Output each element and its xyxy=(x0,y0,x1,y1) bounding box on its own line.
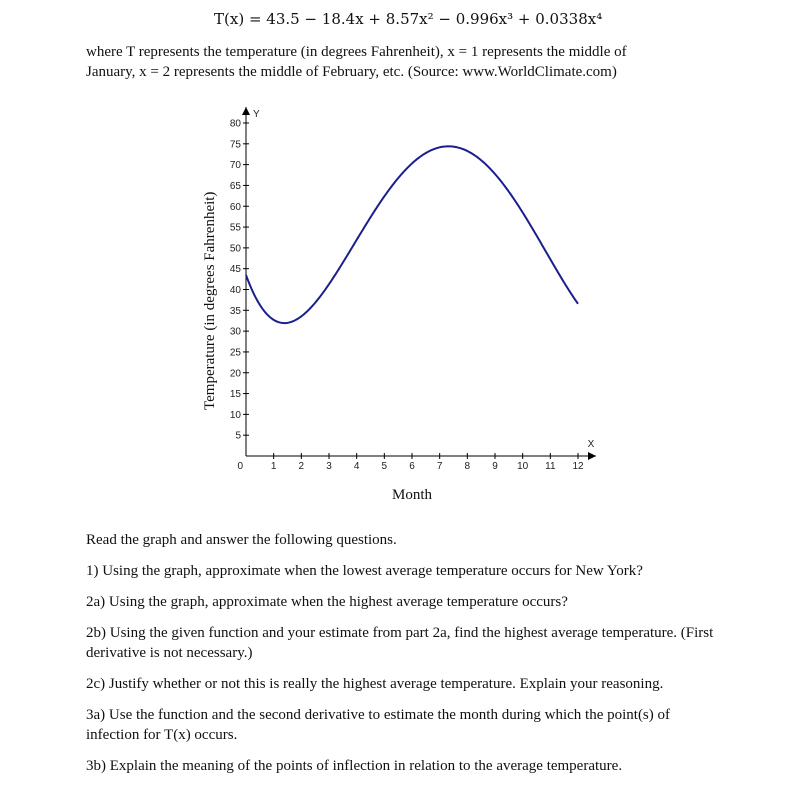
y-tick-label: 45 xyxy=(229,264,241,276)
intro-line-1: where T represents the temperature (in degrees Fahrenheit), x = 1 represents the middle of xyxy=(86,44,627,60)
chart-axes xyxy=(242,107,596,460)
question-1: 1) Using the graph, approximate when the lowest average temperature occurs for New York? xyxy=(86,563,643,579)
x-axis-letter: X xyxy=(587,439,595,450)
questions xyxy=(86,530,726,787)
y-tick-label: 50 xyxy=(229,243,241,255)
chart-ticks xyxy=(230,119,584,473)
y-tick-label: 65 xyxy=(229,180,241,192)
y-tick-label: 80 xyxy=(229,118,241,130)
question-2b: 2b) Using the given function and your estimate from part 2a, find the highest average temperature. (First derivative is not necessary.) xyxy=(86,625,714,661)
y-tick-label: 25 xyxy=(229,347,241,359)
y-tick-label: 35 xyxy=(229,305,241,317)
x-tick-label: 1 xyxy=(270,461,277,472)
x-tick-label: 8 xyxy=(464,461,471,472)
x-tick-label: 12 xyxy=(572,461,584,472)
x-tick-label: 2 xyxy=(298,461,305,472)
y-axis-arrow xyxy=(242,107,250,115)
x-tick-label: 6 xyxy=(409,461,415,472)
x-tick-label: 9 xyxy=(492,461,498,472)
y-tick-label: 15 xyxy=(229,389,241,401)
x-tick-label: 10 xyxy=(517,461,529,472)
y-tick-label: 10 xyxy=(229,409,241,421)
y-tick-label: 60 xyxy=(229,201,241,213)
y-tick-label: 40 xyxy=(229,285,241,296)
y-tick-label: 5 xyxy=(235,430,241,442)
question-3b: 3b) Explain the meaning of the points of inflection in relation to the average temperature. xyxy=(86,758,623,774)
intro-line-2: January, x = 2 represents the middle of February, etc. (Source: www.WorldClimate.com) xyxy=(86,64,617,80)
x-tick-label: 5 xyxy=(381,461,388,472)
y-axis-title: Temperature (in degrees Fahrenheit) xyxy=(202,191,218,410)
x-tick-label: 4 xyxy=(353,461,360,472)
y-tick-label: 75 xyxy=(229,139,241,151)
x-tick-label: 11 xyxy=(545,461,556,472)
question-3a: 3a) Use the function and the second derivative to estimate the month during which the point(s) of infection for T(x) occurs. xyxy=(86,707,671,743)
y-axis-letter: Y xyxy=(253,109,260,120)
formula-rhs: = 43.5 − 18.4x + 8.57x² − 0.996x³ + 0.0338x⁴ xyxy=(248,10,603,28)
question-2a: 2a) Using the graph, approximate when the highest average temperature occurs? xyxy=(86,594,568,610)
temperature-curve xyxy=(246,146,578,323)
x-axis-title: Month xyxy=(391,487,433,503)
x-axis-arrow xyxy=(588,452,596,460)
formula-lhs: T(x) xyxy=(214,10,245,28)
x-tick-label: 3 xyxy=(326,461,332,472)
y-tick-label: 20 xyxy=(229,368,241,380)
y-tick-label: 70 xyxy=(229,160,241,172)
question-2c: 2c) Justify whether or not this is really the highest average temperature. Explain your reasoning. xyxy=(86,676,664,692)
questions-intro: Read the graph and answer the following questions. xyxy=(86,532,397,548)
origin-label: 0 xyxy=(237,461,243,472)
x-tick-label: 7 xyxy=(436,461,443,472)
y-tick-label: 55 xyxy=(229,222,241,234)
y-tick-label: 30 xyxy=(229,326,241,338)
